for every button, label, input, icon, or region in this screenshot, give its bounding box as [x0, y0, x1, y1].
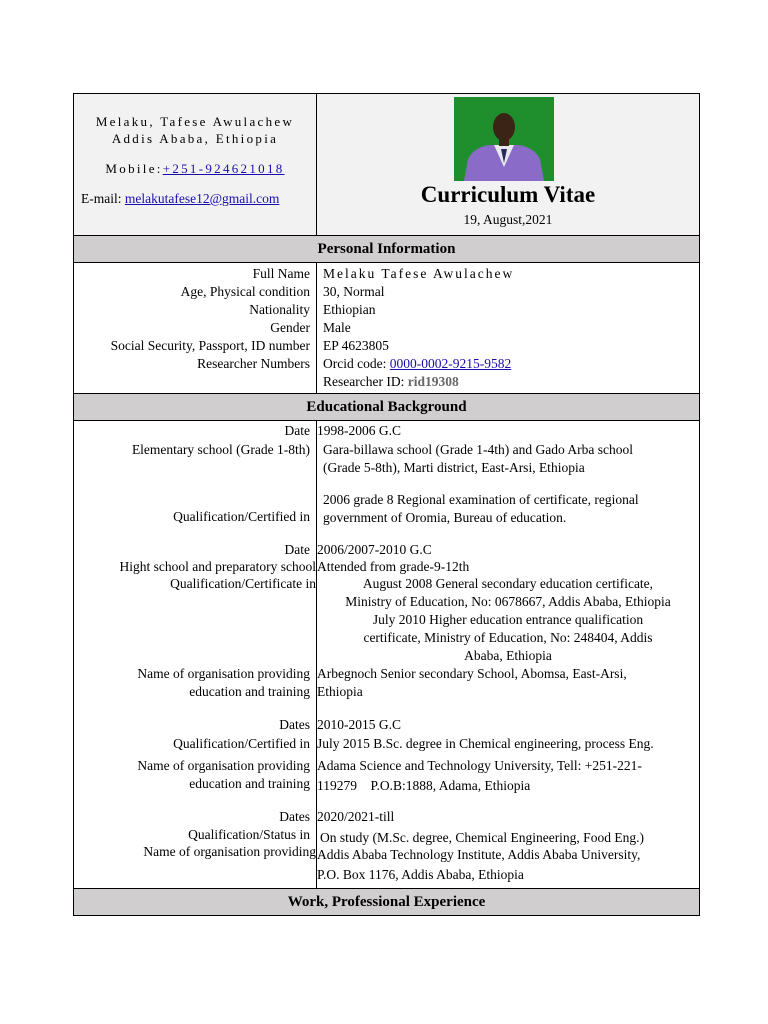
bsc-org-label-2: education and training — [189, 776, 310, 791]
cv-title: Curriculum Vitae — [420, 182, 596, 207]
mobile-link[interactable]: +251-924621018 — [162, 161, 285, 176]
email-line — [74, 191, 316, 207]
personal-values — [317, 263, 700, 394]
researcher-numbers-label: Researcher Numbers — [197, 356, 310, 371]
msc-org-label: Name of organisation providing — [143, 844, 316, 859]
bsc-dates-label: Dates — [279, 717, 310, 732]
elem-school-value-1: Gara-billawa school (Grade 1-4th) and Gado Arba school — [323, 442, 634, 457]
cv-page — [73, 93, 700, 916]
full-name-value: Melaku Tafese Awulachew — [323, 266, 515, 281]
msc-qual-label: Qualification/Status in — [188, 827, 310, 842]
email-link[interactable]: melakutafese12@gmail.com — [124, 191, 280, 206]
nationality-label: Nationality — [249, 302, 310, 317]
elem-school-value-2: (Grade 5-8th), Marti district, East-Arsi, Ethiopia — [323, 460, 585, 475]
mobile-label: Mobile: — [105, 161, 163, 176]
education-labels — [74, 421, 317, 889]
orcid-line — [323, 355, 699, 373]
high-qual-lines — [317, 575, 699, 665]
personal-labels — [74, 263, 317, 394]
name-line: Melaku, Tafese Awulachew — [95, 114, 295, 129]
elem-school-label: Elementary school (Grade 1-8th) — [131, 442, 310, 457]
mobile-line — [74, 161, 316, 177]
section-work-experience: Work, Professional Experience — [74, 889, 700, 916]
high-qual-line: certificate, Ministry of Education, No: 248404, Addis — [363, 630, 653, 645]
elem-qual-value-2: government of Oromia, Bureau of education. — [323, 510, 567, 525]
email-label: E-mail: — [81, 191, 122, 206]
full-name-label: Full Name — [252, 266, 310, 281]
section-personal-information: Personal Information — [74, 236, 700, 263]
age-value: 30, Normal — [323, 284, 385, 299]
high-org-label-1: Name of organisation providing — [137, 666, 310, 681]
high-date-label: Date — [284, 542, 310, 557]
id-label: Social Security, Passport, ID number — [110, 338, 310, 353]
researcher-id-line — [323, 373, 699, 391]
elem-date-label: Date — [284, 423, 310, 438]
high-org-value-2: Ethiopia — [317, 684, 363, 699]
high-school-value: Attended from grade-9-12th — [317, 559, 470, 574]
gender-label: Gender — [270, 320, 310, 335]
elem-qual-label: Qualification/Certified in — [173, 509, 310, 524]
msc-qual-value: On study (M.Sc. degree, Chemical Engineering, Food Eng.) — [320, 830, 644, 845]
elem-qual-value-1: 2006 grade 8 Regional examination of certificate, regional — [323, 492, 639, 507]
gender-value: Male — [323, 320, 351, 335]
elem-date-value: 1998-2006 G.C — [317, 423, 401, 438]
high-qual-line: July 2010 Higher education entrance qualification — [372, 612, 644, 627]
high-qual-line: Ababa, Ethiopia — [464, 648, 552, 663]
msc-org-value-2: P.O. Box 1176, Addis Ababa, Ethiopia — [317, 867, 524, 882]
bsc-dates-value: 2010-2015 G.C — [317, 717, 401, 732]
bsc-qual-value: July 2015 B.Sc. degree in Chemical engineering, process Eng. — [317, 736, 654, 751]
orcid-link[interactable]: 0000-0002-9215-9582 — [389, 356, 512, 371]
high-qual-line: August 2008 General secondary education certificate, — [362, 576, 654, 591]
researcher-id-label: Researcher ID: — [323, 374, 405, 389]
id-value: EP 4623805 — [323, 338, 389, 353]
nationality-value: Ethiopian — [323, 302, 376, 317]
high-school-label: Hight school and preparatory school — [119, 559, 316, 574]
bsc-org-value-2: 119279 P.O.B:1888, Adama, Ethiopia — [317, 778, 531, 793]
orcid-label: Orcid code: — [323, 356, 387, 371]
age-label: Age, Physical condition — [180, 284, 310, 299]
researcher-id-value: rid19308 — [407, 374, 459, 389]
high-org-label-2: education and training — [189, 684, 310, 699]
cv-date: 19, August,2021 — [463, 212, 553, 227]
high-date-value: 2006/2007-2010 G.C — [317, 542, 432, 557]
msc-dates-label: Dates — [279, 809, 310, 824]
contact-cell — [74, 94, 317, 236]
profile-photo — [454, 97, 554, 181]
high-org-value-1: Arbegnoch Senior secondary School, Abomsa, East-Arsi, — [317, 666, 627, 681]
title-cell — [317, 94, 700, 236]
cv-table — [73, 93, 700, 916]
msc-dates-value: 2020/2021-till — [317, 809, 395, 824]
bsc-org-label-1: Name of organisation providing — [137, 758, 310, 773]
address-line: Addis Ababa, Ethiopia — [111, 131, 279, 146]
education-values — [317, 421, 700, 889]
high-qual-line: Ministry of Education, No: 0678667, Addis Ababa, Ethiopia — [345, 594, 671, 609]
msc-org-value-1: Addis Ababa Technology Institute, Addis Ababa University, — [317, 847, 641, 862]
bsc-qual-label: Qualification/Certified in — [173, 736, 310, 751]
section-educational-background: Educational Background — [74, 394, 700, 421]
bsc-org-value-1: Adama Science and Technology University, Tell: +251-221- — [317, 758, 642, 773]
high-qual-label: Qualification/Certificate in — [170, 576, 316, 591]
